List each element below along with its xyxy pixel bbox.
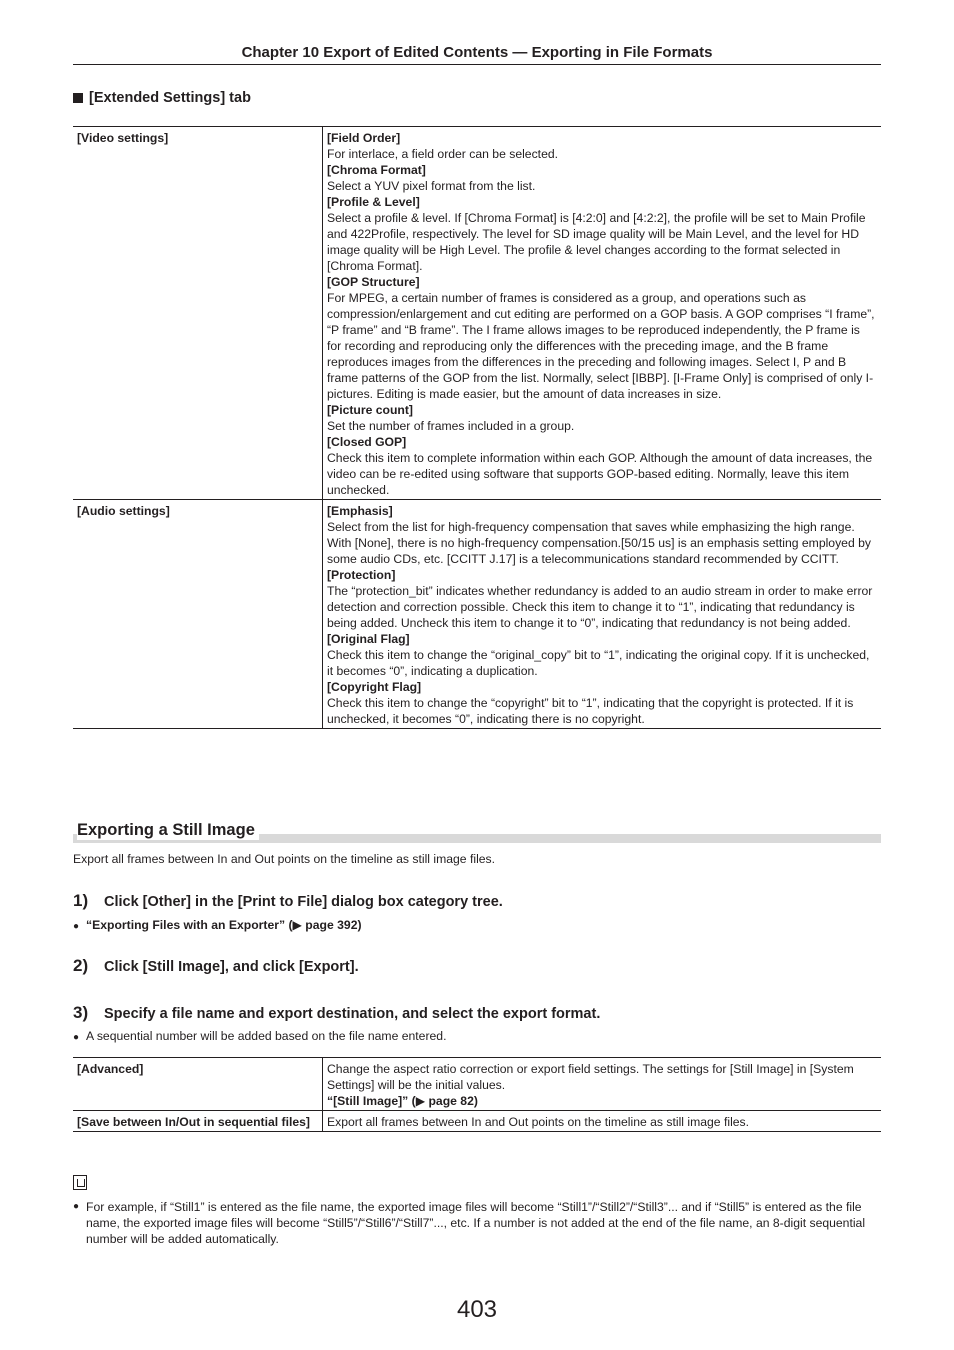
reference-pre: “Exporting Files with an Exporter” ( (86, 918, 293, 932)
step-number: 2) (73, 956, 89, 975)
row-key: [Save between In/Out in sequential files] (73, 1111, 323, 1132)
row-description: Export all frames between In and Out points on the timeline as still image files. (327, 1115, 750, 1129)
bullet-icon: ● (73, 1201, 80, 1212)
page-arrow-icon: ▶ (415, 1094, 426, 1108)
chapter-header: Chapter 10 Export of Edited Contents — Exporting in File Formats (73, 44, 881, 65)
extended-settings-title (73, 90, 251, 106)
profile-level-text: Select a profile & level. If [Chroma Format] is [4:2:0] and [4:2:2], the profile will be set to Main Profile and 422Profile, respectively. The level for SD image quality will be Main Level, and the level for HD image quality will be High Level. The profile & level changes according to the format selected in [Chroma Format]. (327, 211, 866, 273)
still-image-table (73, 1057, 881, 1132)
bullet-text: A sequential number will be added based on the file name entered. (86, 1029, 447, 1043)
copyright-flag-text: Check this item to change the “copyright” bit to “1”, indicating that the copyright is protected. If it is unchecked, it becomes “0”, indicating there is no copyright. (327, 696, 854, 726)
step-text: Click [Other] in the [Print to File] dialog box category tree. (104, 894, 503, 910)
closed-gop-title: [Closed GOP] (327, 435, 407, 449)
table-row (73, 127, 881, 500)
note-body: For example, if “Still1” is entered as the file name, the exported image files will become “Still1”/“Still2”/“Still3”... and if “Still5” is entered as the file name, the exported image files will become “Still5”/“Still6”/“Still7”..., etc. If a number is not added at the end of the file name, an 8-digit sequential number will be added automatically. (86, 1200, 866, 1246)
row-key: [Advanced] (73, 1058, 323, 1111)
emphasis-title: [Emphasis] (327, 504, 393, 518)
square-bullet-icon (73, 93, 83, 103)
reference-pre: “[Still Image]” ( (327, 1094, 416, 1108)
still-image-heading-text: Exporting a Still Image (77, 820, 259, 840)
original-flag-text: Check this item to change the “original_copy” bit to “1”, indicating the original copy. If it is unchecked, it becomes “0”, indicating a duplication. (327, 648, 870, 678)
advanced-text: Change the aspect ratio correction or export field settings. The settings for [Still Image] in [System Settings] will be the initial values. (327, 1062, 854, 1092)
bullet-icon: ● (73, 1032, 80, 1043)
row-description (323, 1058, 882, 1111)
reference-post: page 392) (301, 918, 362, 932)
extended-settings-title-text: [Extended Settings] tab (89, 90, 251, 106)
bullet-icon: ● (73, 921, 80, 932)
step-2 (73, 956, 359, 976)
closed-gop-text: Check this item to complete information within each GOP. Although the amount of data increases, the video can be re-edited using software that supports GOP-based editing. Normally, leave this item unchecked. (327, 451, 873, 497)
step-3 (73, 1003, 600, 1023)
page-arrow-icon: ▶ (292, 918, 302, 932)
picture-count-title: [Picture count] (327, 403, 413, 417)
table-row (73, 1111, 881, 1132)
field-order-text: For interlace, a field order can be selected. (327, 147, 559, 161)
table-row (73, 1058, 881, 1111)
still-image-intro: Export all frames between In and Out points on the timeline as still image files. (73, 852, 496, 866)
row-description (323, 500, 882, 729)
field-order-title: [Field Order] (327, 131, 401, 145)
protection-title: [Protection] (327, 568, 396, 582)
original-flag-title: [Original Flag] (327, 632, 410, 646)
emphasis-text: Select from the list for high-frequency compensation that saves while emphasizing the high range. With [None], there is no high-frequency compensation.[50/15 us] is an emphasis setting employed by some audio CDs, etc. [CCITT J.17] is a telecommunications standard recommended by CCITT. (327, 520, 871, 566)
gop-structure-title: [GOP Structure] (327, 275, 420, 289)
step-1-reference[interactable] (73, 917, 362, 935)
note-text (73, 1199, 881, 1247)
reference-post: page 82) (425, 1094, 478, 1108)
step-number: 3) (73, 1003, 89, 1022)
step-text: Specify a file name and export destination, and select the export format. (104, 1006, 601, 1022)
copyright-flag-title: [Copyright Flag] (327, 680, 422, 694)
still-image-heading (73, 820, 881, 844)
still-image-reference[interactable] (327, 1093, 877, 1109)
row-description (323, 127, 882, 500)
row-key: [Video settings] (73, 127, 323, 500)
chroma-format-text: Select a YUV pixel format from the list. (327, 179, 536, 193)
step-1 (73, 891, 503, 911)
profile-level-title: [Profile & Level] (327, 195, 420, 209)
protection-text: The “protection_bit” indicates whether redundancy is added to an audio stream in order to make error detection and correction possible. Check this item to change it to “1”, indicating that redundancy is being added. Uncheck this item to change it to “0”, indicating that redundancy is not being added. (327, 584, 873, 630)
table-row (73, 500, 881, 729)
extended-settings-table (73, 126, 881, 729)
page-number: 403 (456, 1296, 498, 1323)
row-key: [Audio settings] (73, 500, 323, 729)
chroma-format-title: [Chroma Format] (327, 163, 426, 177)
note-icon (73, 1175, 87, 1190)
step-3-bullet (73, 1028, 446, 1046)
step-text: Click [Still Image], and click [Export]. (104, 959, 359, 975)
step-number: 1) (73, 891, 89, 910)
picture-count-text: Set the number of frames included in a group. (327, 419, 575, 433)
gop-structure-text: For MPEG, a certain number of frames is considered as a group, and operations such as compression/enlargement and cut editing are performed on a GOP basis. A GOP comprises “I frame”, “P frame” and “B frame”. The I frame allows images to be reproduced independently, the P frame is for recording and reproducing only the differences with the preceding image, and the B frame reproduces images from the differences in the preceding and following images. Select I, P and B frame patterns of the GOP from the list. Normally, select [IBBP]. [I-Frame Only] is comprised of only I-pictures. Editing is made easier, but the amount of data increases in size. (327, 291, 875, 401)
